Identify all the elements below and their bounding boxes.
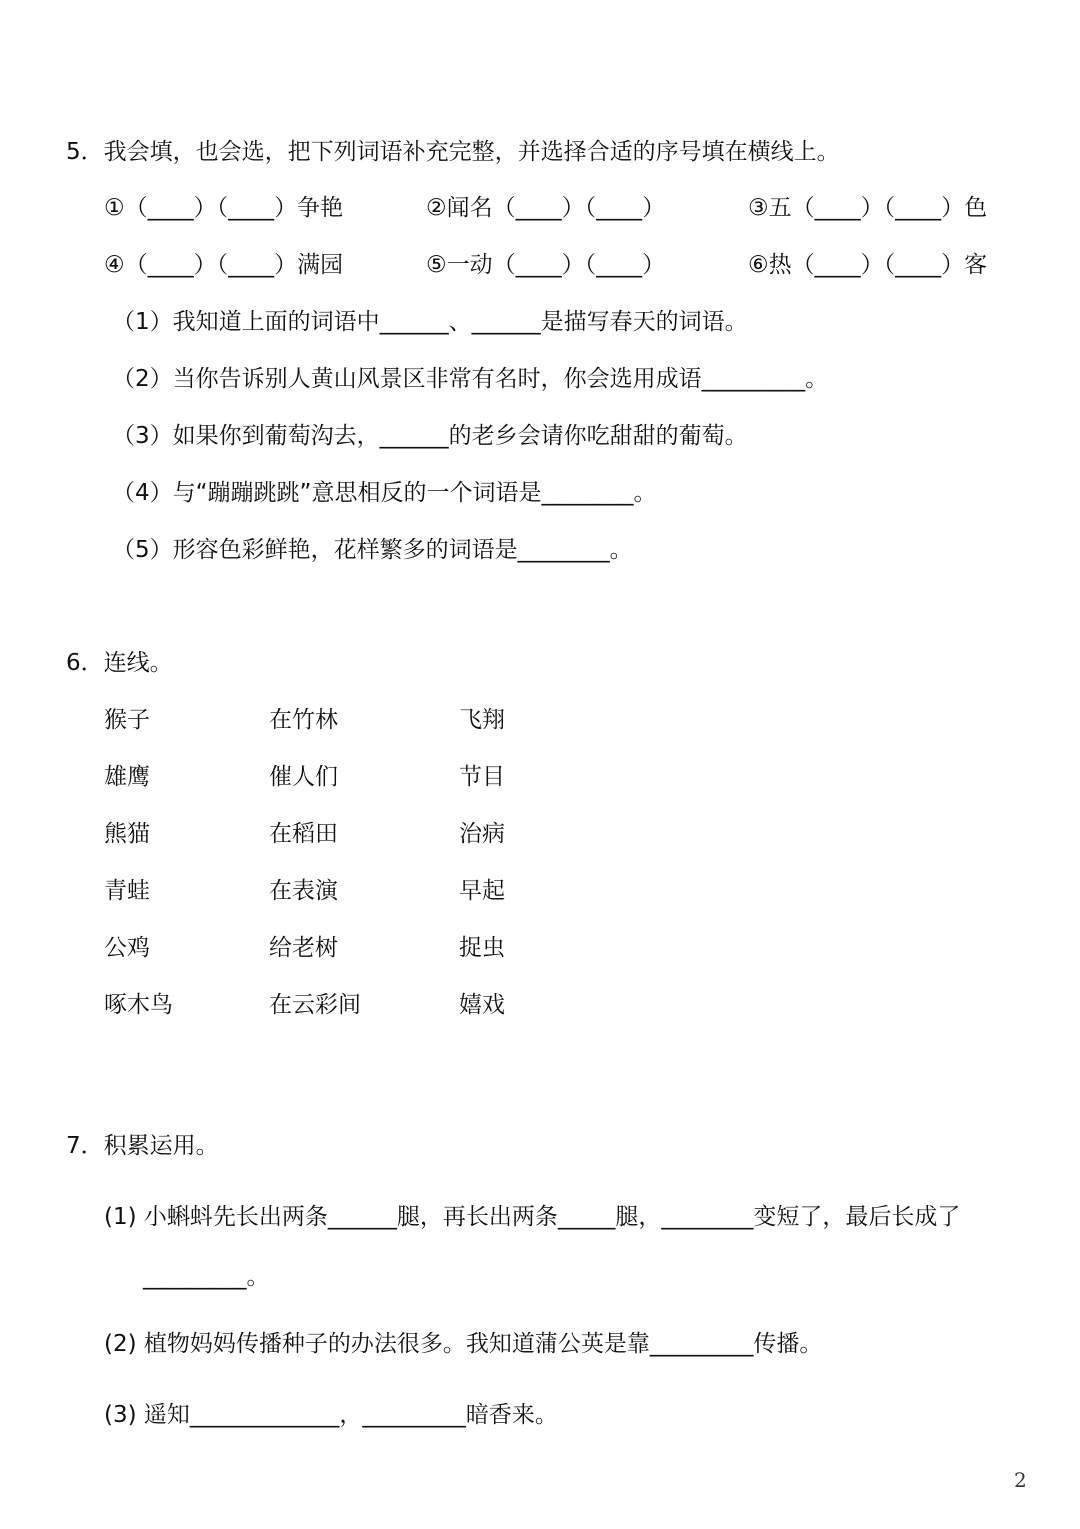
q6-place: 催人们 (269, 764, 338, 790)
q6-place: 给老树 (269, 935, 338, 961)
q6-place: 在表演 (269, 878, 338, 904)
q5-sub-5: （5）形容色彩鲜艳，花样繁多的词语是________。 (112, 537, 633, 563)
page-number: 2 (1014, 1468, 1027, 1492)
q6-column-actions (459, 709, 505, 1051)
q5-sub-1: （1）我知道上面的词语中______、______是描写春天的词语。 (112, 309, 748, 335)
q5-title: 5．我会填，也会选，把下列词语补充完整，并选择合适的序号填在横线上。 (66, 139, 840, 165)
q6-action: 嬉戏 (459, 992, 505, 1018)
q6-animal: 猴子 (104, 707, 150, 733)
q6-action: 捉虫 (459, 935, 505, 961)
q5-sub-4: （4）与“蹦蹦跳跳”意思相反的一个词语是________。 (112, 480, 657, 506)
q6-place: 在稻田 (269, 821, 338, 847)
q5-item-4: ④（____）（____）满园 (104, 252, 344, 278)
q7-line-3: (3) 遥知_____________，_________暗香来。 (104, 1402, 558, 1428)
q6-animal: 公鸡 (104, 935, 150, 961)
q6-action: 节目 (459, 764, 505, 790)
q6-animal: 青蛙 (104, 878, 150, 904)
q6-place: 在竹林 (269, 707, 338, 733)
q6-animal: 雄鹰 (104, 764, 150, 790)
q6-title: 6．连线。 (66, 650, 173, 676)
q7-title: 7．积累运用。 (66, 1133, 219, 1159)
q6-animal: 熊猫 (104, 821, 150, 847)
q7-line-1-continued: _________。 (143, 1264, 270, 1290)
q6-action: 治病 (459, 821, 505, 847)
q6-action: 飞翔 (459, 707, 505, 733)
q5-item-5: ⑤一动（____）（____） (426, 252, 666, 278)
q5-sub-3: （3）如果你到葡萄沟去，______的老乡会请你吃甜甜的葡萄。 (112, 423, 748, 449)
q6-animal: 啄木鸟 (104, 992, 173, 1018)
q5-item-6: ⑥热（____）（____）客 (748, 252, 988, 278)
q5-item-1: ①（____）（____）争艳 (104, 195, 344, 221)
q6-column-places (269, 709, 361, 1051)
q7-line-1: (1) 小蝌蚪先长出两条______腿，再长出两条_____腿，________变短了，最后长成了 (104, 1204, 961, 1230)
q6-action: 早起 (459, 878, 505, 904)
q5-item-3: ③五（____）（____）色 (748, 195, 988, 221)
q5-sub-2: （2）当你告诉别人黄山风景区非常有名时，你会选用成语_________。 (112, 366, 829, 392)
q6-place: 在云彩间 (269, 992, 361, 1018)
q6-column-animals (104, 709, 173, 1051)
q7-line-2: (2) 植物妈妈传播种子的办法很多。我知道蒲公英是靠_________传播。 (104, 1331, 823, 1357)
q5-item-2: ②闻名（____）（____） (426, 195, 666, 221)
